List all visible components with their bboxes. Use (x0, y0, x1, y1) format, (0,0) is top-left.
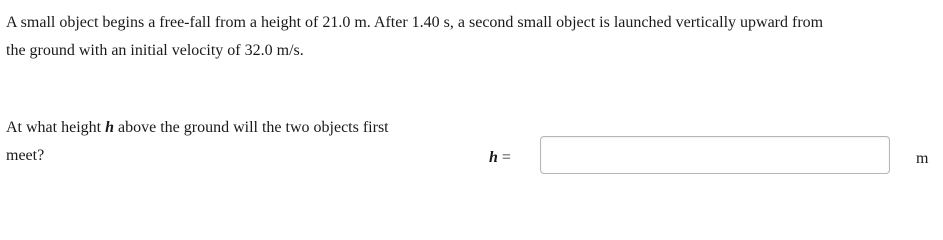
question-prefix: At what height (6, 119, 106, 136)
answer-variable: h (489, 149, 498, 166)
problem-line-1: A small object begins a free-fall from a height of 21.0 m. After 1.40 s, a second small object is launched vertically upward from (6, 14, 824, 31)
answer-equals: = (497, 149, 511, 166)
answer-unit: m (916, 150, 929, 167)
question-line-2: meet? (6, 147, 45, 164)
question-suffix: above the ground will the two objects first (114, 119, 389, 136)
question-variable: h (105, 119, 114, 136)
answer-label (489, 149, 511, 167)
problem-statement (6, 9, 936, 65)
question-prompt (6, 114, 446, 170)
problem-line-2: the ground with an initial velocity of 32.0 m/s. (6, 42, 304, 59)
answer-input[interactable] (540, 136, 890, 174)
